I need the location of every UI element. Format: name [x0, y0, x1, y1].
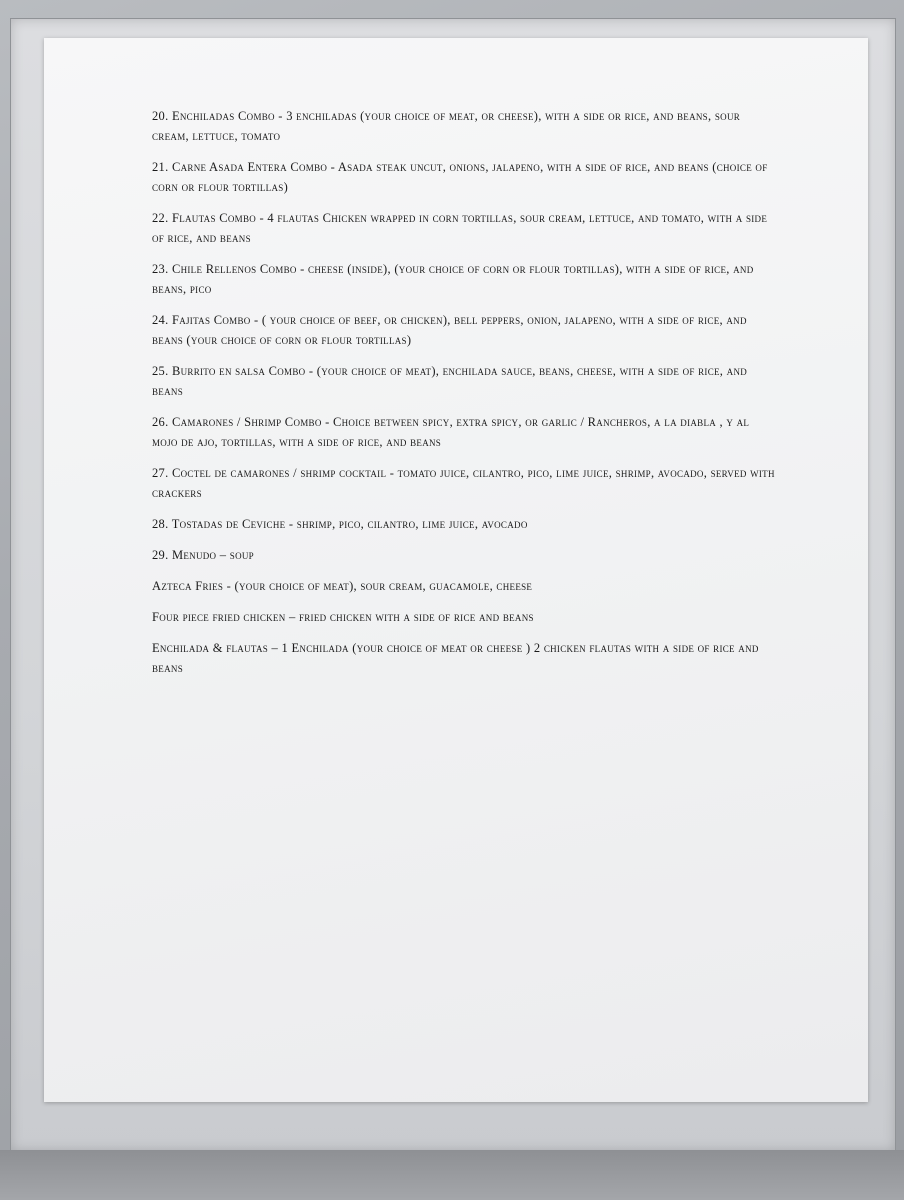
menu-item-separator: - [386, 466, 398, 480]
menu-item-name: 26. Camarones / Shrimp Combo [152, 415, 322, 429]
menu-item [152, 412, 777, 452]
table-surface [0, 1150, 904, 1200]
menu-item-separator: – [216, 548, 230, 562]
menu-item [152, 361, 777, 401]
menu-item-description: 1 Enchilada (your choice of meat or cheese ) 2 chicken flautas with a side of rice and beans [152, 641, 759, 675]
menu-item [152, 106, 777, 146]
menu-item-description: 3 enchiladas (your choice of meat, or cheese), with a side or rice, and beans, sour cream, lettuce, tomato [152, 109, 741, 143]
menu-item-description: Asada steak uncut, onions, jalapeno, with a side of rice, and beans (choice of corn or flour tortillas) [152, 160, 768, 194]
menu-item-separator: - [223, 579, 235, 593]
menu-item-name: 29. Menudo [152, 548, 217, 562]
menu-item-description: Choice between spicy, extra spicy, or garlic / Rancheros, a la diabla , y al mojo de ajo, tortillas, with a side of rice, and beans [152, 415, 750, 449]
menu-item [152, 545, 777, 565]
menu-item-name: 27. Coctel de camarones / shrimp cocktail [152, 466, 387, 480]
menu-item [152, 576, 777, 596]
menu-item-name: 23. Chile Rellenos Combo [152, 262, 297, 276]
menu-item [152, 514, 777, 534]
menu-item-separator: – [285, 610, 299, 624]
menu-item-name: 21. Carne Asada Entera Combo [152, 160, 328, 174]
menu-list [152, 106, 777, 689]
menu-item-separator: – [268, 641, 282, 655]
menu-item-separator: - [256, 211, 268, 225]
menu-item-name: Four piece fried chicken [152, 610, 286, 624]
menu-item-description: cheese (inside), (your choice of corn or flour tortillas), with a side of rice, and beans, pico [152, 262, 754, 296]
menu-item-separator: - [305, 364, 317, 378]
menu-item-description: soup [229, 548, 254, 562]
menu-item [152, 208, 777, 248]
menu-item-separator: - [274, 109, 287, 123]
menu-item-name: Enchilada & flautas [152, 641, 269, 655]
menu-item [152, 157, 777, 197]
menu-item-name: 24. Fajitas Combo [152, 313, 251, 327]
menu-item-name: Azteca Fries [152, 579, 224, 593]
menu-item-description: (your choice of meat), enchilada sauce, beans, cheese, with a side of rice, and beans [152, 364, 748, 398]
menu-item-name: 22. Flautas Combo [152, 211, 257, 225]
menu-item-separator: - [285, 517, 297, 531]
menu-item-description: 4 flautas Chicken wrapped in corn tortillas, sour cream, lettuce, and tomato, with a side of rice, and beans [152, 211, 768, 245]
menu-item-separator: - [250, 313, 262, 327]
menu-item [152, 259, 777, 299]
menu-item [152, 638, 777, 678]
menu-item-name: 28. Tostadas de Ceviche [152, 517, 286, 531]
menu-item-description: tomato juice, cilantro, pico, lime juice, shrimp, avocado, served with crackers [152, 466, 775, 500]
menu-item-name: 25. Burrito en salsa Combo [152, 364, 306, 378]
menu-item [152, 607, 777, 627]
menu-item-name: 20. Enchiladas Combo [152, 109, 275, 123]
menu-item [152, 310, 777, 350]
menu-item-description: shrimp, pico, cilantro, lime juice, avocado [296, 517, 528, 531]
menu-item-description: ( your choice of beef, or chicken), bell peppers, onion, jalapeno, with a side of rice, and beans (your choice of corn or flour tortillas) [152, 313, 747, 347]
menu-item [152, 463, 777, 503]
menu-item-separator: - [296, 262, 309, 276]
menu-item-description: fried chicken with a side of rice and beans [298, 610, 534, 624]
menu-item-separator: - [327, 160, 338, 174]
menu-item-description: (your choice of meat), sour cream, guacamole, cheese [234, 579, 533, 593]
menu-item-separator: - [321, 415, 333, 429]
